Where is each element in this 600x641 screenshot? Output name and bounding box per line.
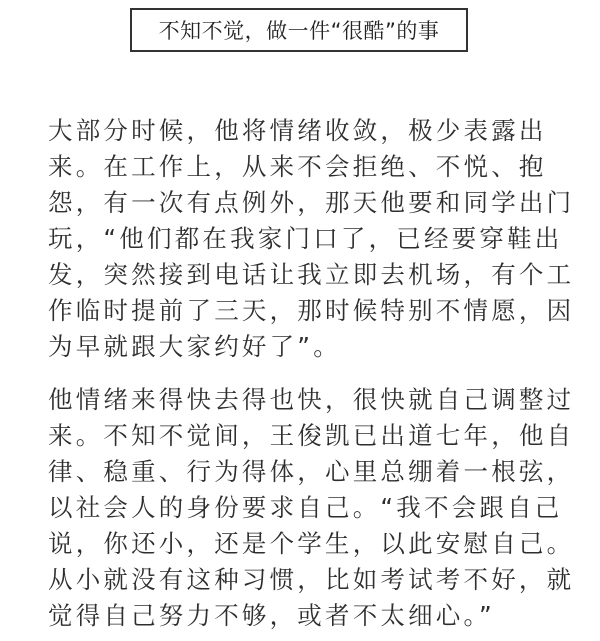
paragraph-line: 说，你还小，还是个学生，以此安慰自己。: [48, 529, 575, 558]
paragraph-line: 从小就没有这种习惯，比如考试考不好，就: [48, 565, 575, 594]
body-paragraph: [48, 382, 575, 634]
paragraph-line: 律、稳重、行为得体，心里总绷着一根弦，: [48, 457, 575, 486]
paragraph-line: 作临时提前了三天，那时候特别不情愿，因: [48, 296, 575, 325]
paragraph-line: 来。在工作上，从来不会拒绝、不悦、抱: [48, 152, 547, 181]
paragraph-line: 以社会人的身份要求自己。“我不会跟自己: [48, 493, 563, 522]
article-title-box: [130, 8, 468, 52]
paragraph-line: 大部分时候，他将情绪收敛，极少表露出: [48, 116, 547, 145]
paragraph-line: 怨，有一次有点例外，那天他要和同学出门: [48, 188, 575, 217]
paragraph-line: 来。不知不觉间，王俊凯已出道七年，他自: [48, 421, 575, 450]
article-title: 不知不觉，做一件“很酷”的事: [158, 19, 440, 43]
paragraph-line: 玩，“他们都在我家门口了，已经要穿鞋出: [48, 224, 563, 253]
paragraph-line: 为早就跟大家约好了”。: [48, 332, 341, 361]
paragraph-line: 他情绪来得快去得也快，很快就自己调整过: [48, 385, 575, 414]
body-paragraph: [48, 113, 575, 365]
paragraph-line: 觉得自己努力不够，或者不太细心。”: [48, 601, 495, 630]
paragraph-line: 发，突然接到电话让我立即去机场，有个工: [48, 260, 575, 289]
